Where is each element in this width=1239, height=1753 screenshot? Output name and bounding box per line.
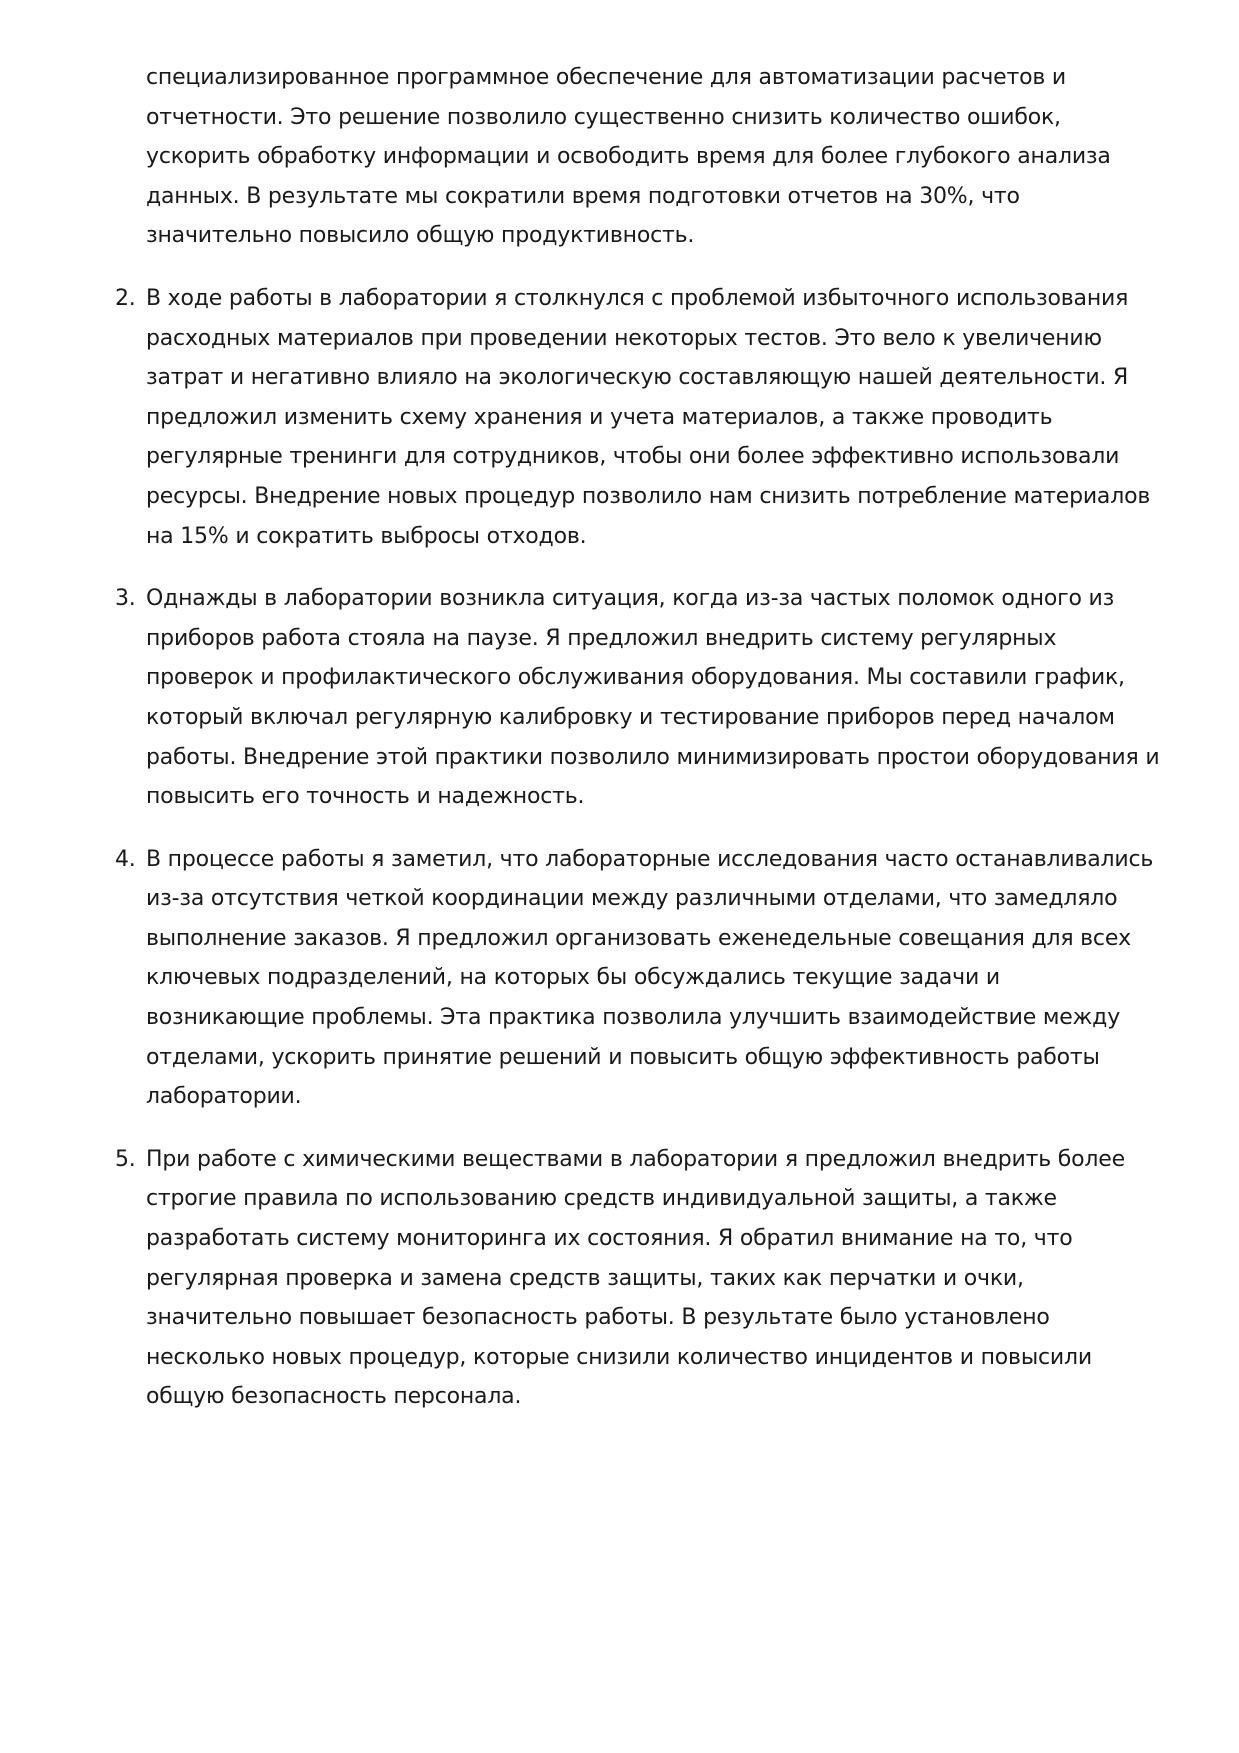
document-body [115,58,1165,1440]
list-item-number: 2. [115,285,136,311]
lead-paragraph: специализированное программное обеспечение для автоматизации расчетов и отчетности. Это решение позволило существенно снизить количество ошибок, ускорить обработку информации и освободить время для более глубокого анализа данных. В результате мы сократили время подготовки отчетов на 30%, что значительно повысило общую продуктивность. [146,65,1111,249]
list-item [115,840,1165,1117]
list-item-text: Однажды в лаборатории возникла ситуация, когда из-за частых поломок одного из приборов работа стояла на паузе. Я предложил внедрить систему регулярных проверок и профилактического обслуживания оборудования. Мы составили график, который включал регулярную калибровку и тестирование приборов перед началом работы. Внедрение этой практики позволило минимизировать простои оборудования и повысить его точность и надежность. [146,586,1160,810]
list-item [115,1140,1165,1417]
list-item-number: 3. [115,586,136,612]
list-item-text: При работе с химическими веществами в лаборатории я предложил внедрить более строгие правила по использованию средств индивидуальной защиты, а также разработать систему мониторинга их состояния. Я обратил внимание на то, что регулярная проверка и замена средств защиты, таких как перчатки и очки, значительно повышает безопасность работы. В результате было установлено несколько новых процедур, которые снизили количество инцидентов и повысили общую безопасность персонала. [146,1146,1125,1410]
list-item-text: В ходе работы в лаборатории я столкнулся с проблемой избыточного использования расходных материалов при проведении некоторых тестов. Это вело к увеличению затрат и негативно влияло на экологическую составляющую нашей деятельности. Я предложил изменить схему хранения и учета материалов, а также проводить регулярные тренинги для сотрудников, чтобы они более эффективно использовали ресурсы. Внедрение новых процедур позволило нам снизить потребление материалов на 15% и сократить выбросы отходов. [146,285,1151,549]
list-item-text: В процессе работы я заметил, что лабораторные исследования часто останавливались из-за отсутствия четкой координации между различными отделами, что замедляло выполнение заказов. Я предложил организовать еженедельные совещания для всех ключевых подразделений, на которых бы обсуждались текущие задачи и возникающие проблемы. Эта практика позволила улучшить взаимодействие между отделами, ускорить принятие решений и повысить общую эффективность работы лаборатории. [146,846,1154,1110]
list-item [115,279,1165,556]
list-item-number: 4. [115,846,136,872]
list-item [115,579,1165,817]
list-item-number: 5. [115,1146,136,1172]
